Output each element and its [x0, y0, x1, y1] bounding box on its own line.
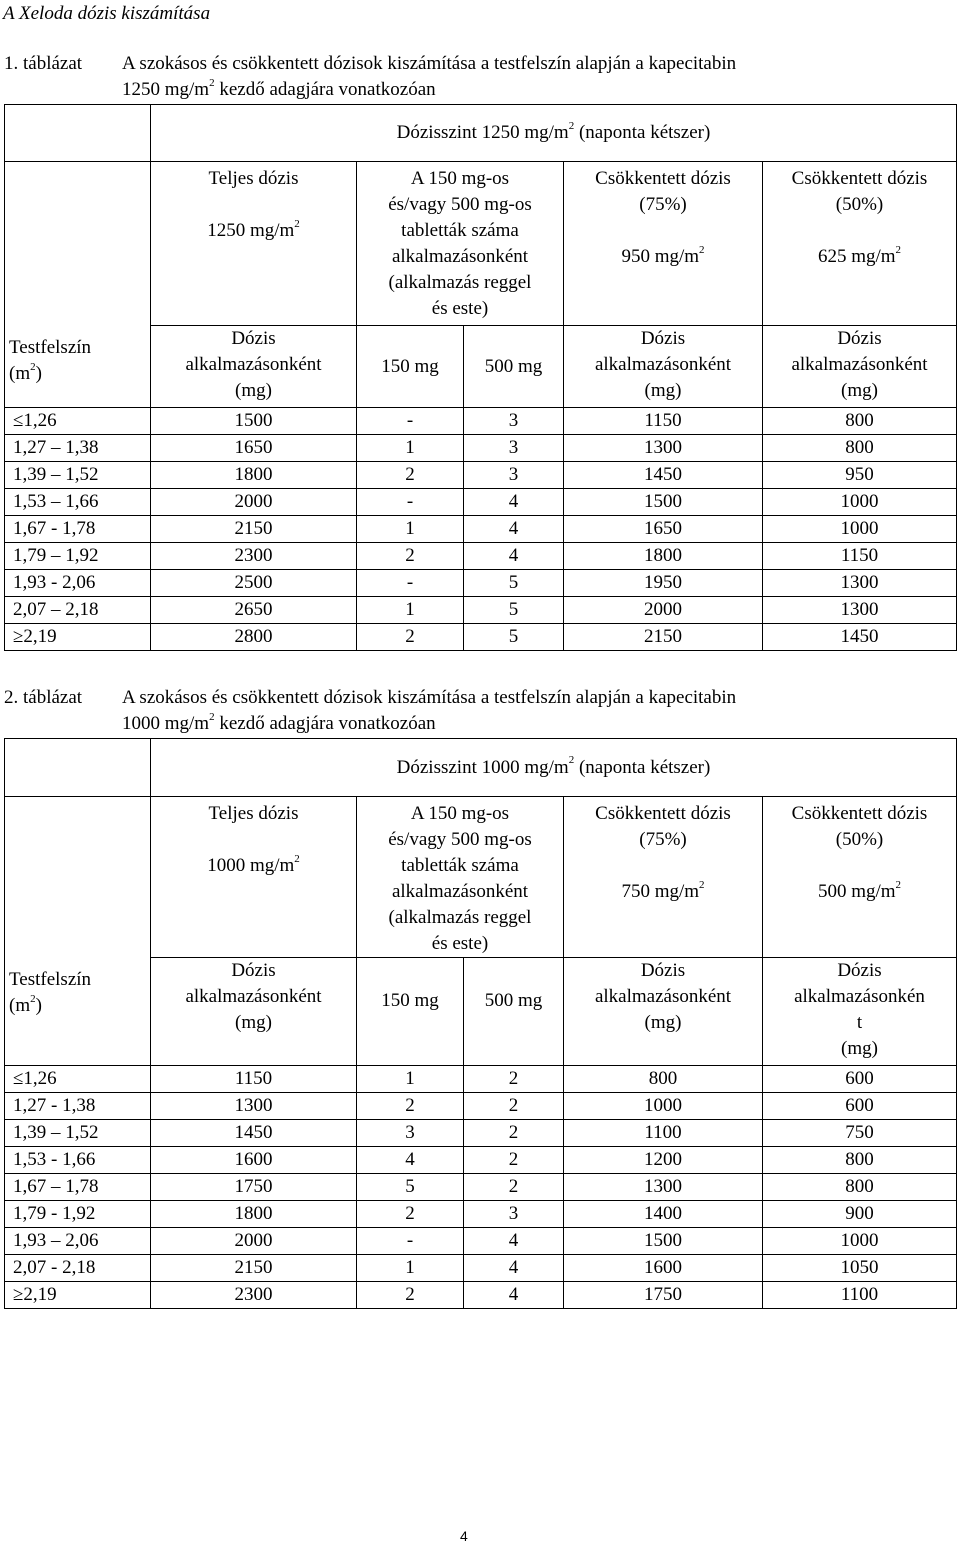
reduced50-value: 625 mg/m [817, 246, 896, 267]
table2-dose-level [151, 739, 957, 797]
value-cell: 1450 [763, 624, 957, 651]
value-cell: 2 [357, 1201, 464, 1228]
value-cell: 2000 [564, 597, 763, 624]
bsa-label: Testfelszín [9, 337, 92, 358]
dose-label: (mg) [841, 1038, 878, 1059]
superscript: 2 [895, 243, 902, 256]
value-cell: 2000 [151, 1228, 357, 1255]
bsa-cell: 1,93 - 2,06 [5, 570, 151, 597]
tablets-label-line: és este) [431, 298, 489, 319]
bsa-label: Testfelszín [9, 969, 92, 990]
value-cell: 1 [357, 1066, 464, 1093]
value-cell: 2 [464, 1147, 564, 1174]
table-row [5, 489, 957, 516]
value-cell: 2 [357, 1093, 464, 1120]
reduced50-label: Csökkentett dózis [791, 168, 928, 189]
table1-tab150-header: 150 mg [357, 326, 464, 408]
table1-caption-line1: A szokásos és csökkentett dózisok kiszámítása a testfelszín alapján a kapecitabin [122, 53, 737, 74]
table-row [5, 408, 957, 435]
value-cell: 4 [464, 489, 564, 516]
table2-tablets-header [357, 797, 564, 958]
reduced50-percent: (50%) [835, 829, 884, 850]
dose-label: Dózis [640, 960, 686, 981]
table-row [5, 1228, 957, 1255]
table-row [5, 462, 957, 489]
table-row [5, 597, 957, 624]
dose-label: alkalmazásonkén [794, 986, 925, 1007]
dose-label: (mg) [235, 380, 272, 401]
bsa-cell: 1,67 – 1,78 [5, 1174, 151, 1201]
table2-caption-number: 2. táblázat [4, 687, 83, 708]
table2-corner-cell [5, 739, 151, 797]
value-cell: 800 [763, 1147, 957, 1174]
dose-level-suffix: (naponta kétszer) [574, 122, 711, 143]
value-cell: 1300 [151, 1093, 357, 1120]
value-cell: 3 [464, 408, 564, 435]
table-row [5, 516, 957, 543]
value-cell: 3 [464, 435, 564, 462]
bsa-unit: (m [9, 363, 31, 384]
value-cell: 3 [357, 1120, 464, 1147]
table-row [5, 543, 957, 570]
value-cell: 1150 [564, 408, 763, 435]
table-row [5, 624, 957, 651]
value-cell: 5 [464, 570, 564, 597]
reduced75-value: 950 mg/m [621, 246, 700, 267]
tablets-label-line: tabletták száma [401, 855, 519, 876]
value-cell: 4 [464, 1228, 564, 1255]
reduced75-percent: (75%) [639, 194, 687, 215]
value-cell: 4 [464, 543, 564, 570]
dose-label: (mg) [841, 380, 878, 401]
table2-reduced75-header [564, 797, 763, 958]
value-cell: 5 [464, 624, 564, 651]
dose-label: Dózis [640, 328, 686, 349]
value-cell: 5 [357, 1174, 464, 1201]
value-cell: 4 [464, 1255, 564, 1282]
value-cell: 1500 [564, 489, 763, 516]
value-cell: 2 [357, 462, 464, 489]
bsa-cell: 1,27 – 1,38 [5, 435, 151, 462]
value-cell: 2 [464, 1093, 564, 1120]
table-row [5, 1282, 957, 1309]
bsa-cell: ≥2,19 [5, 1282, 151, 1309]
dose-label: Dózis [837, 960, 882, 981]
table-row [5, 570, 957, 597]
value-cell: 2 [464, 1174, 564, 1201]
table1-bsa-header [5, 162, 151, 408]
superscript: 2 [568, 119, 575, 132]
bsa-cell: 1,93 – 2,06 [5, 1228, 151, 1255]
value-cell: - [357, 408, 464, 435]
table2-reduced50-unit [763, 958, 957, 1066]
superscript: 2 [895, 878, 902, 891]
dose-label: t [856, 1012, 863, 1033]
full-dose-label: Teljes dózis [208, 168, 299, 189]
value-cell: 2 [357, 543, 464, 570]
value-cell: 1650 [564, 516, 763, 543]
value-cell: 800 [763, 408, 957, 435]
table1-reduced50-unit [763, 326, 957, 408]
table-row [5, 1066, 957, 1093]
value-cell: 1450 [151, 1120, 357, 1147]
superscript: 2 [294, 217, 300, 230]
value-cell: 600 [763, 1093, 957, 1120]
value-cell: 900 [763, 1201, 957, 1228]
dose-label: Dózis [231, 960, 276, 981]
table1-tablets-header [357, 162, 564, 326]
value-cell: 1750 [564, 1282, 763, 1309]
value-cell: 1150 [151, 1066, 357, 1093]
value-cell: 2500 [151, 570, 357, 597]
bsa-cell: 1,39 – 1,52 [5, 462, 151, 489]
value-cell: 950 [763, 462, 957, 489]
dose-label: Dózis [231, 328, 276, 349]
superscript: 2 [209, 76, 215, 89]
table2-caption-line2-pre: 1000 mg/m [122, 713, 210, 734]
table1-body [5, 408, 957, 651]
table2-tab500-header: 500 mg [464, 958, 564, 1066]
page-number: 4 [460, 1528, 468, 1544]
bsa-unit-close: ) [35, 363, 42, 384]
value-cell: 800 [564, 1066, 763, 1093]
dose-label: (mg) [644, 380, 682, 401]
value-cell: 1 [357, 597, 464, 624]
table1-caption-line2-post: kezdő adagjára vonatkozóan [214, 79, 436, 100]
full-dose-value: 1000 mg/m [207, 855, 295, 876]
bsa-cell: 2,07 – 2,18 [5, 597, 151, 624]
table-row [5, 1255, 957, 1282]
dose-level-text: Dózisszint 1000 mg/m [396, 756, 569, 778]
bsa-cell: ≥2,19 [5, 624, 151, 651]
tablets-label-line: és/vagy 500 mg-os [388, 194, 532, 215]
value-cell: 800 [763, 1174, 957, 1201]
value-cell: 1300 [763, 597, 957, 624]
reduced75-percent: (75%) [639, 829, 687, 850]
value-cell: 1600 [564, 1255, 763, 1282]
value-cell: 4 [357, 1147, 464, 1174]
value-cell: 1600 [151, 1147, 357, 1174]
bsa-cell: 1,67 - 1,78 [5, 516, 151, 543]
table2-tab150-header: 150 mg [357, 958, 464, 1066]
value-cell: 3 [464, 462, 564, 489]
bsa-cell: 1,27 - 1,38 [5, 1093, 151, 1120]
value-cell: 800 [763, 435, 957, 462]
value-cell: 2300 [151, 1282, 357, 1309]
bsa-cell: 1,53 - 1,66 [5, 1147, 151, 1174]
full-dose-value: 1250 mg/m [207, 220, 295, 241]
value-cell: 1500 [151, 408, 357, 435]
value-cell: 1500 [564, 1228, 763, 1255]
tablets-label-line: alkalmazásonként [391, 881, 529, 902]
value-cell: 1000 [763, 489, 957, 516]
bsa-cell: ≤1,26 [5, 1066, 151, 1093]
table1 [4, 104, 957, 651]
table1-caption-line2-pre: 1250 mg/m [122, 79, 210, 100]
value-cell: 5 [464, 597, 564, 624]
dose-label: Dózis [837, 328, 882, 349]
tablets-label-line: (alkalmazás reggel [388, 907, 532, 928]
value-cell: 4 [464, 516, 564, 543]
dose-label: alkalmazásonként [791, 354, 928, 375]
value-cell: 2300 [151, 543, 357, 570]
document-title: A Xeloda dózis kiszámítása [3, 3, 211, 24]
value-cell: 1800 [564, 543, 763, 570]
table-row [5, 435, 957, 462]
dose-level-text: Dózisszint 1250 mg/m [396, 122, 569, 143]
reduced75-label: Csökkentett dózis [595, 168, 731, 189]
tablets-label-line: és este) [431, 933, 489, 954]
value-cell: 1150 [763, 543, 957, 570]
value-cell: 1950 [564, 570, 763, 597]
superscript: 2 [30, 992, 36, 1005]
value-cell: 1450 [564, 462, 763, 489]
value-cell: 2 [464, 1120, 564, 1147]
value-cell: 1300 [564, 435, 763, 462]
table1-caption-number: 1. táblázat [4, 53, 83, 74]
tablets-label-line: és/vagy 500 mg-os [388, 829, 532, 850]
superscript: 2 [30, 360, 36, 373]
bsa-unit: (m [9, 995, 31, 1016]
table1-full-dose-unit [151, 326, 357, 408]
reduced75-value: 750 mg/m [621, 881, 700, 902]
dose-label: (mg) [644, 1012, 682, 1033]
table1-reduced75-header [564, 162, 763, 326]
bsa-cell: 1,79 – 1,92 [5, 543, 151, 570]
reduced50-percent: (50%) [835, 194, 884, 215]
table2 [4, 738, 957, 1309]
value-cell: 2800 [151, 624, 357, 651]
value-cell: 1800 [151, 462, 357, 489]
value-cell: 2 [464, 1066, 564, 1093]
tablets-label-line: tabletták száma [401, 220, 519, 241]
value-cell: 1300 [564, 1174, 763, 1201]
value-cell: 1 [357, 435, 464, 462]
bsa-cell: ≤1,26 [5, 408, 151, 435]
value-cell: 2000 [151, 489, 357, 516]
value-cell: 750 [763, 1120, 957, 1147]
reduced50-value: 500 mg/m [817, 881, 896, 902]
superscript: 2 [209, 710, 215, 723]
value-cell: 1200 [564, 1147, 763, 1174]
table1-corner-cell [5, 105, 151, 162]
superscript: 2 [699, 243, 705, 256]
table2-body [5, 1066, 957, 1309]
bsa-cell: 2,07 - 2,18 [5, 1255, 151, 1282]
value-cell: 2650 [151, 597, 357, 624]
superscript: 2 [568, 754, 575, 767]
value-cell: 1400 [564, 1201, 763, 1228]
tablets-label-line: A 150 mg-os [410, 803, 510, 824]
table2-reduced75-unit [564, 958, 763, 1066]
table2-bsa-header [5, 797, 151, 1066]
tablets-label-line: (alkalmazás reggel [388, 272, 532, 293]
dose-label: alkalmazásonként [185, 986, 322, 1007]
value-cell: 1750 [151, 1174, 357, 1201]
tablets-label-line: alkalmazásonként [391, 246, 529, 267]
table1-full-dose-header [151, 162, 357, 326]
full-dose-label: Teljes dózis [208, 803, 299, 824]
value-cell: 2150 [564, 624, 763, 651]
dose-label: alkalmazásonként [594, 986, 732, 1007]
bsa-cell: 1,53 – 1,66 [5, 489, 151, 516]
table-row [5, 1120, 957, 1147]
reduced50-label: Csökkentett dózis [791, 803, 928, 824]
bsa-cell: 1,79 - 1,92 [5, 1201, 151, 1228]
table1-tab500-header: 500 mg [464, 326, 564, 408]
table2-full-dose-header [151, 797, 357, 958]
table-row [5, 1174, 957, 1201]
value-cell: 1300 [763, 570, 957, 597]
value-cell: 2150 [151, 516, 357, 543]
dose-label: alkalmazásonként [185, 354, 322, 375]
bsa-unit-close: ) [35, 995, 42, 1016]
bsa-cell: 1,39 – 1,52 [5, 1120, 151, 1147]
superscript: 2 [699, 878, 705, 891]
value-cell: 1000 [564, 1093, 763, 1120]
value-cell: 1050 [763, 1255, 957, 1282]
value-cell: 1000 [763, 516, 957, 543]
table1-dose-level [151, 105, 957, 162]
value-cell: 1800 [151, 1201, 357, 1228]
value-cell: - [357, 489, 464, 516]
table1-reduced75-unit [564, 326, 763, 408]
value-cell: - [357, 1228, 464, 1255]
reduced75-label: Csökkentett dózis [595, 803, 731, 824]
table-row [5, 1201, 957, 1228]
value-cell: 2150 [151, 1255, 357, 1282]
table-row [5, 1093, 957, 1120]
value-cell: 600 [763, 1066, 957, 1093]
value-cell: 1100 [564, 1120, 763, 1147]
value-cell: 1000 [763, 1228, 957, 1255]
table-row [5, 1147, 957, 1174]
value-cell: 2 [357, 1282, 464, 1309]
tablets-label-line: A 150 mg-os [410, 168, 510, 189]
value-cell: 1650 [151, 435, 357, 462]
superscript: 2 [294, 852, 300, 865]
value-cell: - [357, 570, 464, 597]
table2-caption-line2-post: kezdő adagjára vonatkozóan [214, 713, 436, 734]
dose-level-suffix: (naponta kétszer) [574, 756, 711, 778]
value-cell: 1100 [763, 1282, 957, 1309]
dose-label: (mg) [235, 1012, 272, 1033]
value-cell: 4 [464, 1282, 564, 1309]
value-cell: 1 [357, 516, 464, 543]
table2-caption-line1: A szokásos és csökkentett dózisok kiszámítása a testfelszín alapján a kapecitabin [122, 687, 737, 708]
dose-label: alkalmazásonként [594, 354, 732, 375]
value-cell: 1 [357, 1255, 464, 1282]
value-cell: 3 [464, 1201, 564, 1228]
value-cell: 2 [357, 624, 464, 651]
table2-reduced50-header [763, 797, 957, 958]
table2-full-dose-unit [151, 958, 357, 1066]
table1-reduced50-header [763, 162, 957, 326]
